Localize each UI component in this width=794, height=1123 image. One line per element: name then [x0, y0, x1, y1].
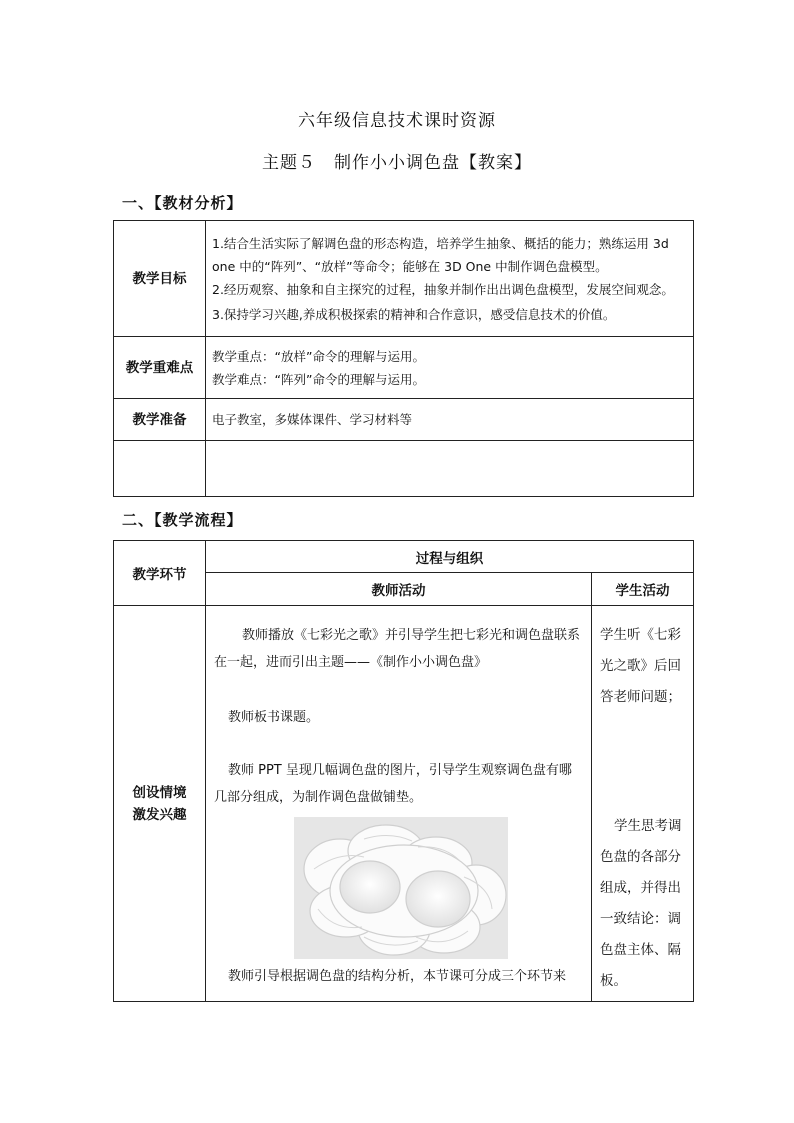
teacher-paragraph: 教师板书课题。: [228, 710, 320, 725]
document-title: 六年级信息技术课时资源: [298, 111, 496, 131]
flow-table: [113, 540, 694, 1002]
difficulty-content: [206, 337, 694, 399]
goal-content: [206, 221, 694, 337]
difficulty-row: [114, 337, 694, 399]
process-header: 过程与组织: [206, 541, 694, 573]
prep-row: [114, 399, 694, 441]
palette-illustration: [294, 817, 508, 959]
teacher-activity-cell: [206, 606, 592, 1002]
teacher-paragraph: 教师 PPT 呈现几幅调色盘的图片，引导学生观察调色盘有哪几部分组成，为制作调色盘做铺垫。: [214, 763, 572, 805]
student-header: 学生活动: [592, 573, 694, 606]
flow-content-row: [114, 606, 694, 1002]
goal-line: 2.经历观察、抽象和自主探究的过程，抽象并制作出出调色盘模型，发展空间观念。: [212, 281, 674, 297]
section-heading-flow: 二、【教学流程】: [122, 511, 243, 529]
stage-name-cell: [114, 606, 206, 1002]
empty-row: [114, 441, 694, 497]
palette-photo: [294, 817, 508, 959]
flow-header-row: [114, 541, 694, 573]
analysis-table: [113, 220, 694, 497]
difficulty-label: [114, 337, 206, 399]
goal-line: 1.结合生活实际了解调色盘的形态构造，培养学生抽象、概括的能力；熟练运用 3d one 中的“阵列”、“放样”等命令；能够在 3D One 中制作调色盘模型。: [212, 235, 669, 274]
goal-row: [114, 221, 694, 337]
difficulty-line: 教学难点：“阵列”命令的理解与运用。: [212, 371, 425, 387]
stage-name: 创设情境激发兴趣: [132, 784, 187, 823]
section-heading-analysis: 一、【教材分析】: [122, 194, 243, 212]
stage-header: 教学环节: [114, 541, 206, 606]
prep-label: 教学准备: [114, 399, 206, 441]
student-paragraph: 学生思考调色盘的各部分组成，并得出一致结论：调色盘主体、隔板。: [600, 818, 682, 989]
document-subtitle: 主题５ 制作小小调色盘【教案】: [262, 153, 532, 173]
difficulty-line: 教学重点：“放样”命令的理解与运用。: [212, 348, 425, 364]
teacher-paragraph: 教师引导根据调色盘的结构分析，本节课可分成三个环节来: [228, 969, 567, 984]
difficulty-label-text: 教学重难点: [125, 359, 194, 376]
student-paragraph: 学生听《七彩光之歌》后回答老师问题；: [600, 627, 681, 705]
empty-cell: [206, 441, 694, 497]
goal-label: 教学目标: [114, 221, 206, 337]
prep-content: 电子教室，多媒体课件、学习材料等: [206, 399, 694, 441]
empty-cell: [114, 441, 206, 497]
teacher-header: 教师活动: [206, 573, 592, 606]
student-activity-cell: [592, 606, 694, 1002]
teacher-paragraph: 教师播放《七彩光之歌》并引导学生把七彩光和调色盘联系在一起，进而引出主题——《制作小小调色盘》: [214, 628, 581, 670]
goal-line: 3.保持学习兴趣,养成积极探索的精神和合作意识，感受信息技术的价值。: [212, 306, 616, 322]
